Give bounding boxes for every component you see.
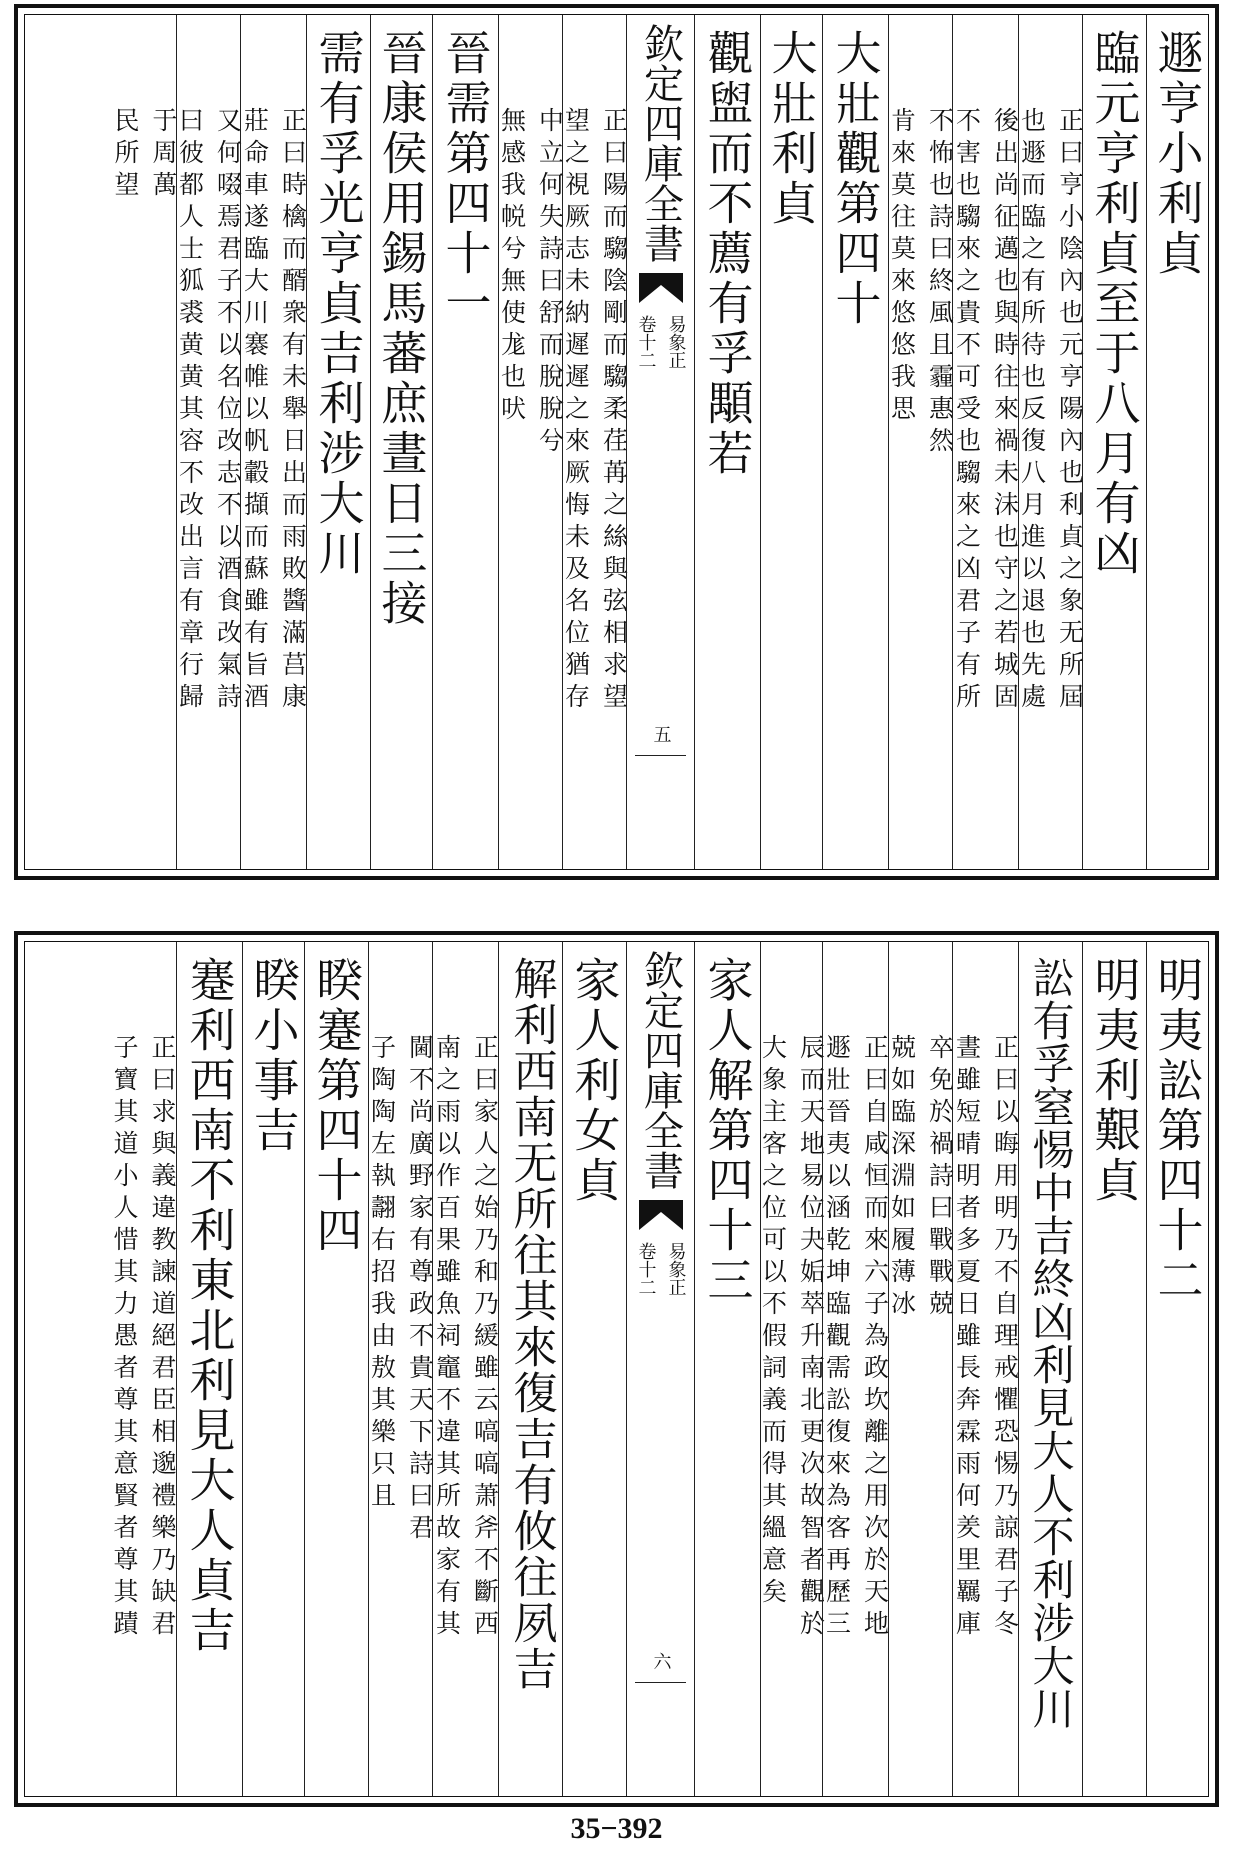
main-text: 家人利女貞 — [567, 956, 622, 1206]
main-column — [304, 942, 368, 1796]
book-title: 易象正 — [665, 315, 687, 369]
main-column — [1082, 942, 1146, 1796]
commentary-line: 不害也騶來之貴不可受也騶來之凶君子有所 — [952, 107, 982, 715]
top-columns — [25, 15, 1208, 869]
main-column — [498, 942, 562, 1796]
main-column — [1146, 15, 1208, 869]
commentary-line: 正曰自咸恒而來六子為政坎離之用次於天地 — [860, 1034, 890, 1642]
commentary-line: 正曰時檎而醑衆有未舉日出而雨敗醬滿莒康 — [278, 107, 308, 715]
commentary-line: 正曰求與義違教諫道絕君臣相邈禮樂乃缺君 — [148, 1034, 177, 1642]
commentary-line: 大象主客之位可以不假詞義而得其縕意矣 — [758, 1034, 788, 1610]
commentary-column — [175, 15, 243, 869]
main-text: 大壯利貞 — [764, 29, 819, 229]
commentary-line: 兢如臨深淵如履薄冰 — [887, 1034, 917, 1322]
main-text: 臨元亨利貞至于八月有凶 — [1087, 29, 1142, 579]
main-text: 睽蹇第四十四 — [309, 956, 364, 1256]
commentary-column — [822, 942, 888, 1796]
commentary-column — [952, 15, 1018, 869]
main-text: 大壯觀第四十 — [828, 29, 883, 329]
commentary-line: 南之雨以作百果雖魚祠竈不違其所故家有其 — [432, 1034, 462, 1642]
commentary-line: 民所望 — [111, 107, 140, 203]
top-page-panel — [14, 4, 1219, 880]
commentary-line: 正曰家人之始乃和乃緩雖云嗃嗃萧斧不斷西 — [470, 1034, 500, 1642]
commentary-column — [497, 15, 565, 869]
collection-title: 欽定四庫全書 — [637, 950, 684, 1190]
commentary-line: 正曰亨小陰內也元亨陽內也利貞之象无所屆 — [1055, 107, 1085, 715]
gutter-title-wrap — [627, 950, 694, 1190]
commentary-line: 正曰以晦用明乃不自理戒懼恐惕乃諒君子冬 — [990, 1034, 1020, 1642]
main-column — [1018, 942, 1082, 1796]
main-text: 解利西南无所往其來復吉有攸往夙吉 — [505, 956, 557, 1692]
commentary-line: 也遯而臨之有所待也反復八月進以退也先處 — [1017, 107, 1047, 715]
commentary-line: 不怖也詩曰終風且霾惠然 — [925, 107, 955, 459]
main-text: 遯亨小利貞 — [1150, 29, 1205, 279]
commentary-column — [952, 942, 1018, 1796]
main-text: 晉康侯用錫馬蕃庶晝日三接 — [374, 29, 429, 629]
volume-label: 卷十二 — [635, 315, 657, 369]
commentary-line: 辰而天地易位夬姤萃升南北更次故智者觀於 — [796, 1034, 826, 1642]
page-number: 35−392 — [570, 1812, 663, 1845]
commentary-column — [758, 942, 826, 1796]
commentary-line: 于周萬 — [149, 107, 178, 203]
main-text: 蹇利西南不利東北利見大人貞吉 — [182, 956, 237, 1656]
commentary-column — [432, 942, 498, 1796]
commentary-line: 卒免於禍詩曰戰戰兢 — [925, 1034, 955, 1322]
commentary-column — [110, 942, 176, 1796]
center-gutter — [626, 942, 694, 1796]
main-column — [242, 942, 304, 1796]
commentary-line: 子寶其道小人惜其力愚者尊其意賢者尊其蹟 — [110, 1034, 139, 1642]
main-text: 晉需第四十一 — [438, 29, 493, 329]
commentary-column — [1017, 15, 1085, 869]
main-text: 明夷利艱貞 — [1087, 956, 1142, 1206]
folio-number: 六 — [650, 1652, 672, 1670]
bottom-columns — [25, 942, 1208, 1796]
commentary-column — [887, 942, 955, 1796]
volume-label: 卷十二 — [635, 1242, 657, 1296]
main-text: 家人解第四十三 — [700, 956, 755, 1306]
bottom-page-panel — [14, 931, 1219, 1807]
commentary-line: 子陶陶左執翿右招我由敖其樂只且 — [367, 1034, 397, 1514]
commentary-line: 望之視厥志未納遲遲之來厥悔未及名位猶存 — [561, 107, 591, 715]
main-text: 睽小事吉 — [246, 956, 301, 1156]
commentary-column — [112, 15, 176, 869]
gutter-rule — [635, 1682, 686, 1683]
folio-number: 五 — [650, 725, 672, 743]
commentary-line: 閫不尚廣野家有尊政不貴天下詩曰君 — [405, 1034, 435, 1546]
commentary-line: 遯壯晉夷以涵乾坤臨觀需訟復來為客再歷三 — [822, 1034, 852, 1642]
commentary-line: 又何啜焉君子不以名位改志不以酒食改氣詩 — [213, 107, 243, 715]
gutter-rule — [635, 755, 686, 756]
gutter-subtitle — [627, 315, 694, 369]
gutter-title-wrap — [627, 23, 694, 263]
main-column — [694, 15, 760, 869]
fishtail-mark-icon — [639, 1200, 683, 1230]
gutter-page-wrap — [627, 725, 694, 743]
main-text: 明夷訟第四十二 — [1150, 956, 1205, 1306]
main-column — [176, 942, 242, 1796]
main-text: 需有孚光亨貞吉利涉大川 — [311, 29, 366, 579]
main-text: 訟有孚窒惕中吉終凶利見大人不利涉大川 — [1026, 956, 1076, 1730]
commentary-line: 正曰陽而騶陰剛而騶柔荏苒之絲與弦相求望 — [599, 107, 629, 715]
main-column — [822, 15, 888, 869]
commentary-line: 無感我帨兮無使尨也吠 — [497, 107, 527, 427]
commentary-column — [561, 15, 629, 869]
main-column — [562, 942, 626, 1796]
gutter-page-wrap — [627, 1652, 694, 1670]
commentary-line: 晝雖短晴明者多夏日雖長奔霖雨何羑里羈庫 — [952, 1034, 982, 1642]
commentary-line: 肯來莫往莫來悠悠我思 — [887, 107, 917, 427]
commentary-line: 後出尚征邁也與時往來禍未沬也守之若城固 — [990, 107, 1020, 715]
main-column — [1082, 15, 1146, 869]
commentary-column — [887, 15, 955, 869]
main-column — [306, 15, 370, 869]
gutter-subtitle — [627, 1242, 694, 1296]
main-column — [432, 15, 498, 869]
commentary-line: 中立何失詩曰舒而脫脫兮 — [535, 107, 565, 459]
commentary-column — [367, 942, 435, 1796]
collection-title: 欽定四庫全書 — [637, 23, 684, 263]
center-gutter — [626, 15, 694, 869]
main-text: 觀盥而不薦有孚顒若 — [700, 29, 755, 479]
commentary-line: 莊命車遂臨大川褰帷以帆轂擷而蘇雖有旨酒 — [240, 107, 270, 715]
main-column — [694, 942, 760, 1796]
fishtail-mark-icon — [639, 273, 683, 303]
commentary-column — [240, 15, 306, 869]
commentary-line: 曰彼都人士狐裘黄黄其容不改出言有章行歸 — [175, 107, 205, 715]
main-column — [760, 15, 822, 869]
book-title: 易象正 — [665, 1242, 687, 1296]
main-column — [370, 15, 432, 869]
main-column — [1146, 942, 1208, 1796]
